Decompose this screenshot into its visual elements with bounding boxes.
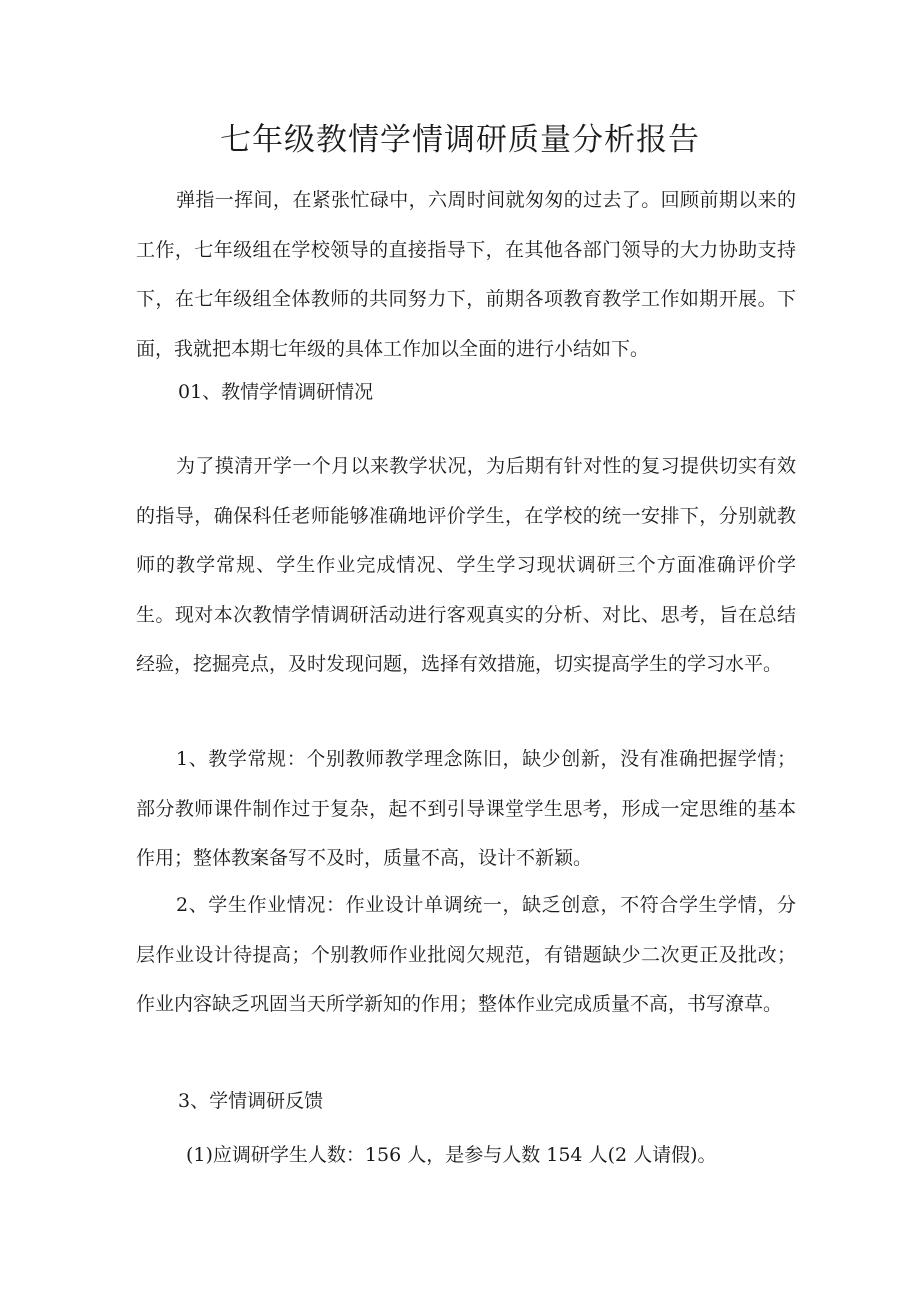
survey-student-count: (1)应调研学生人数：156 人，是参与人数 154 人(2 人请假)。 (186, 1144, 717, 1166)
document-title: 七年级教情学情调研质量分析报告 (220, 122, 700, 158)
section1-paragraph: 为了摸清开学一个月以来教学状况，为后期有针对性的复习提供切实有效的指导，确保科任老师能够准确地评价学生，在学校的统一安排下，分别就教师的教学常规、学生作业完成情况、学生学习现状调研三个方面准确评价学生。现对本次教情学情调研活动进行客观真实的分析、对比、思考，旨在总结经验，挖掘亮点，及时发现问题，选择有效措施，切实提高学生的学习水平。 (136, 455, 796, 675)
item-survey-feedback-heading: 3、学情调研反馈 (178, 1090, 324, 1112)
section-heading-01: 01、教情学情调研情况 (178, 381, 374, 403)
item-homework: 2、学生作业情况：作业设计单调统一，缺乏创意，不符合学生学情，分层作业设计待提高；个别教师作业批阅欠规范，有错题缺少二次更正及批改；作业内容缺乏巩固当天所学新知的作用；整体作业完成质量不高，书写潦草。 (136, 894, 796, 1015)
item-teaching-routine: 1、教学常规：个别教师教学理念陈旧，缺少创新，没有准确把握学情；部分教师课件制作过于复杂，起不到引导课堂学生思考，形成一定思维的基本作用；整体教案备写不及时，质量不高，设计不新颖。 (136, 748, 796, 869)
intro-paragraph: 弹指一挥间，在紧张忙碌中，六周时间就匆匆的过去了。回顾前期以来的工作，七年级组在学校领导的直接指导下，在其他各部门领导的大力协助支持下，在七年级组全体教师的共同努力下，前期各项教育教学工作如期开展。下面，我就把本期七年级的具体工作加以全面的进行小结如下。 (136, 189, 796, 360)
